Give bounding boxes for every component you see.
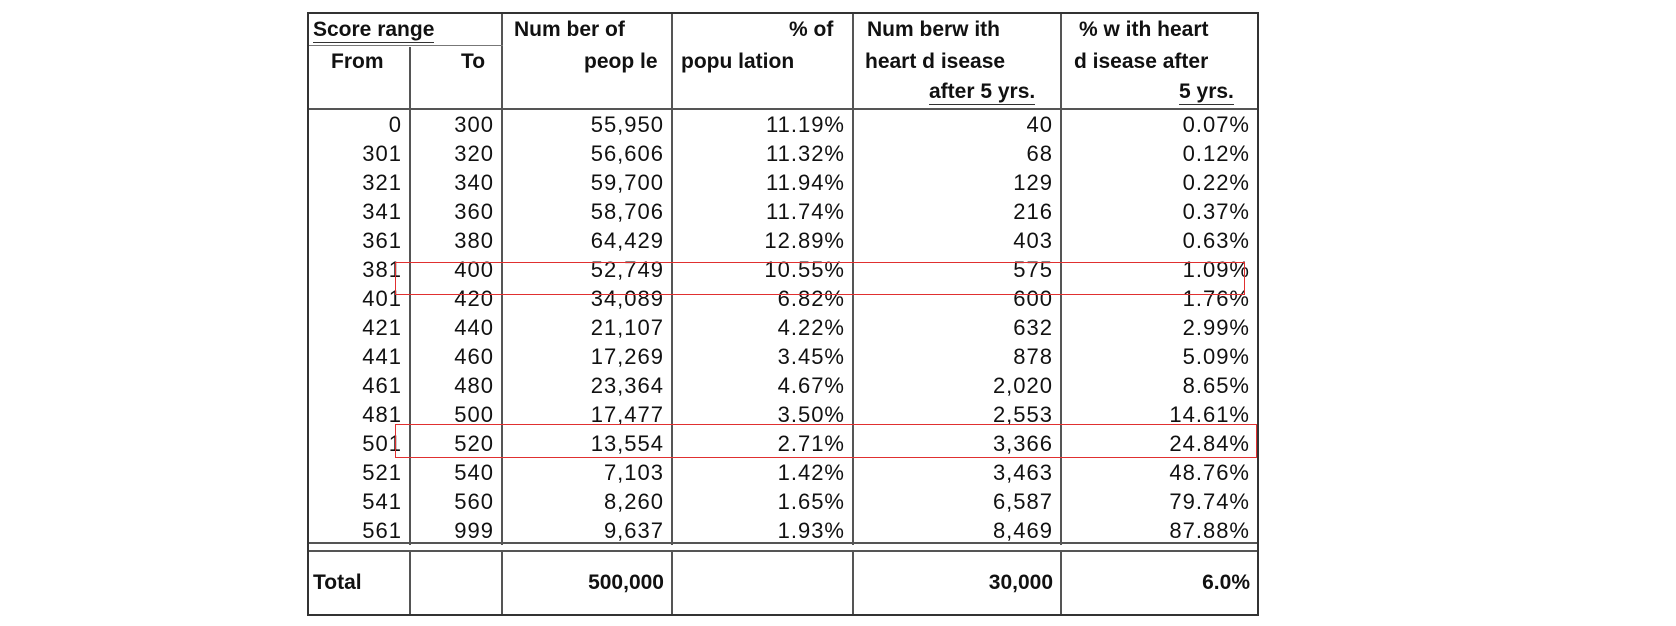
table-row (309, 371, 1257, 400)
cell-pct-pop: 3.50% (673, 400, 854, 429)
cell-pct-hd: 0.07% (1182, 111, 1250, 137)
cell-from: 481 (309, 400, 411, 429)
cell-pct-hd: 0.12% (1182, 140, 1250, 166)
cell-pct-hd: 87.88% (1169, 517, 1250, 543)
cell-from: 361 (309, 226, 411, 255)
cell-pct-pop: 6.82% (673, 284, 854, 313)
cell-people: 34,089 (503, 284, 673, 313)
header-to: To (461, 50, 486, 73)
total-people: 500,000 (503, 552, 673, 614)
cell-people: 7,103 (503, 458, 673, 487)
cell-from: 421 (309, 313, 411, 342)
cell-to: 460 (411, 342, 503, 371)
cell-heart-disease: 68 (854, 139, 1062, 168)
cell-to: 400 (411, 255, 503, 284)
cell-from: 401 (309, 284, 411, 313)
header-pct-hd-2: d isease after (1074, 50, 1209, 73)
cell-heart-disease: 2,553 (854, 400, 1062, 429)
cell-to: 340 (411, 168, 503, 197)
cell-pct-hd: 14.61% (1169, 401, 1250, 427)
cell-pct-pop: 11.94% (673, 168, 854, 197)
cell-pct-pop: 12.89% (673, 226, 854, 255)
header-num-hd-1: Num berw ith (867, 18, 1001, 41)
cell-to: 480 (411, 371, 503, 400)
cell-people: 13,554 (503, 429, 673, 458)
cell-people: 21,107 (503, 313, 673, 342)
highlight-row-481 (395, 424, 1257, 458)
cell-people: 17,269 (503, 342, 673, 371)
cell-heart-disease: 2,020 (854, 371, 1062, 400)
cell-heart-disease: 40 (854, 110, 1062, 139)
table-row (309, 342, 1257, 371)
total-pct: 6.0% (1202, 571, 1250, 594)
cell-pct-hd: 1.09% (1182, 256, 1250, 282)
cell-heart-disease: 129 (854, 168, 1062, 197)
cell-to: 380 (411, 226, 503, 255)
cell-pct-pop: 4.22% (673, 313, 854, 342)
cell-people: 55,950 (503, 110, 673, 139)
cell-heart-disease: 216 (854, 197, 1062, 226)
cell-people: 56,606 (503, 139, 673, 168)
cell-pct-pop: 3.45% (673, 342, 854, 371)
cell-pct-hd: 5.09% (1182, 343, 1250, 369)
cell-from: 441 (309, 342, 411, 371)
cell-to: 500 (411, 400, 503, 429)
cell-to: 420 (411, 284, 503, 313)
total-label: Total (309, 552, 411, 614)
cell-heart-disease: 3,366 (854, 429, 1062, 458)
cell-to: 440 (411, 313, 503, 342)
cell-heart-disease: 632 (854, 313, 1062, 342)
cell-heart-disease: 600 (854, 284, 1062, 313)
cell-to: 560 (411, 487, 503, 516)
cell-people: 17,477 (503, 400, 673, 429)
header-people-2: peop le (584, 50, 658, 73)
cell-pct-hd: 0.63% (1182, 227, 1250, 253)
cell-to: 540 (411, 458, 503, 487)
cell-pct-pop: 11.32% (673, 139, 854, 168)
cell-people: 52,749 (503, 255, 673, 284)
header-pct-pop-1: % of (789, 18, 834, 41)
cell-from: 561 (309, 516, 411, 545)
cell-pct-pop: 4.67% (673, 371, 854, 400)
cell-to: 999 (411, 516, 503, 545)
cell-to: 360 (411, 197, 503, 226)
header-pct-hd-3: 5 yrs. (1179, 80, 1234, 103)
table-row (309, 168, 1257, 197)
cell-pct-hd: 8.65% (1182, 372, 1250, 398)
cell-heart-disease: 3,463 (854, 458, 1062, 487)
cell-people: 9,637 (503, 516, 673, 545)
cell-pct-pop: 2.71% (673, 429, 854, 458)
header-people-1: Num ber of (514, 18, 625, 41)
table-row (309, 139, 1257, 168)
score-table (307, 12, 1259, 616)
cell-from: 501 (309, 429, 411, 458)
cell-pct-hd: 2.99% (1182, 314, 1250, 340)
cell-people: 58,706 (503, 197, 673, 226)
cell-people: 23,364 (503, 371, 673, 400)
cell-pct-hd: 48.76% (1169, 459, 1250, 485)
table-row (309, 487, 1257, 516)
cell-from: 0 (309, 110, 411, 139)
header-num-hd-2: heart d isease (865, 50, 1006, 73)
header-from: From (331, 50, 384, 73)
cell-to: 320 (411, 139, 503, 168)
cell-to: 520 (411, 429, 503, 458)
cell-people: 8,260 (503, 487, 673, 516)
cell-pct-pop: 11.19% (673, 110, 854, 139)
cell-heart-disease: 403 (854, 226, 1062, 255)
cell-from: 521 (309, 458, 411, 487)
cell-from: 301 (309, 139, 411, 168)
highlight-row-381 (395, 262, 1245, 295)
cell-pct-pop: 10.55% (673, 255, 854, 284)
cell-pct-pop: 1.42% (673, 458, 854, 487)
header-score-range: Score range (313, 18, 435, 41)
table-row (309, 226, 1257, 255)
header-num-hd-3: after 5 yrs. (929, 80, 1036, 103)
cell-pct-pop: 1.93% (673, 516, 854, 545)
cell-pct-hd: 24.84% (1169, 430, 1250, 456)
table-row (309, 313, 1257, 342)
cell-heart-disease: 878 (854, 342, 1062, 371)
total-row (309, 552, 1257, 614)
cell-people: 59,700 (503, 168, 673, 197)
cell-pct-hd: 1.76% (1182, 285, 1250, 311)
header-pct-pop-2: popu lation (681, 50, 795, 73)
cell-pct-hd: 79.74% (1169, 488, 1250, 514)
table-row (309, 110, 1257, 139)
cell-pct-hd: 0.22% (1182, 169, 1250, 195)
table-row (309, 197, 1257, 226)
cell-heart-disease: 575 (854, 255, 1062, 284)
cell-to: 300 (411, 110, 503, 139)
cell-people: 64,429 (503, 226, 673, 255)
cell-from: 541 (309, 487, 411, 516)
cell-from: 321 (309, 168, 411, 197)
cell-pct-pop: 11.74% (673, 197, 854, 226)
header-pct-hd-1: % w ith heart (1079, 18, 1209, 41)
cell-heart-disease: 8,469 (854, 516, 1062, 545)
total-heart-disease: 30,000 (854, 552, 1062, 614)
cell-pct-hd: 0.37% (1182, 198, 1250, 224)
cell-from: 381 (309, 255, 411, 284)
cell-heart-disease: 6,587 (854, 487, 1062, 516)
table-row (309, 516, 1257, 545)
table-row (309, 458, 1257, 487)
cell-from: 341 (309, 197, 411, 226)
cell-from: 461 (309, 371, 411, 400)
cell-pct-pop: 1.65% (673, 487, 854, 516)
